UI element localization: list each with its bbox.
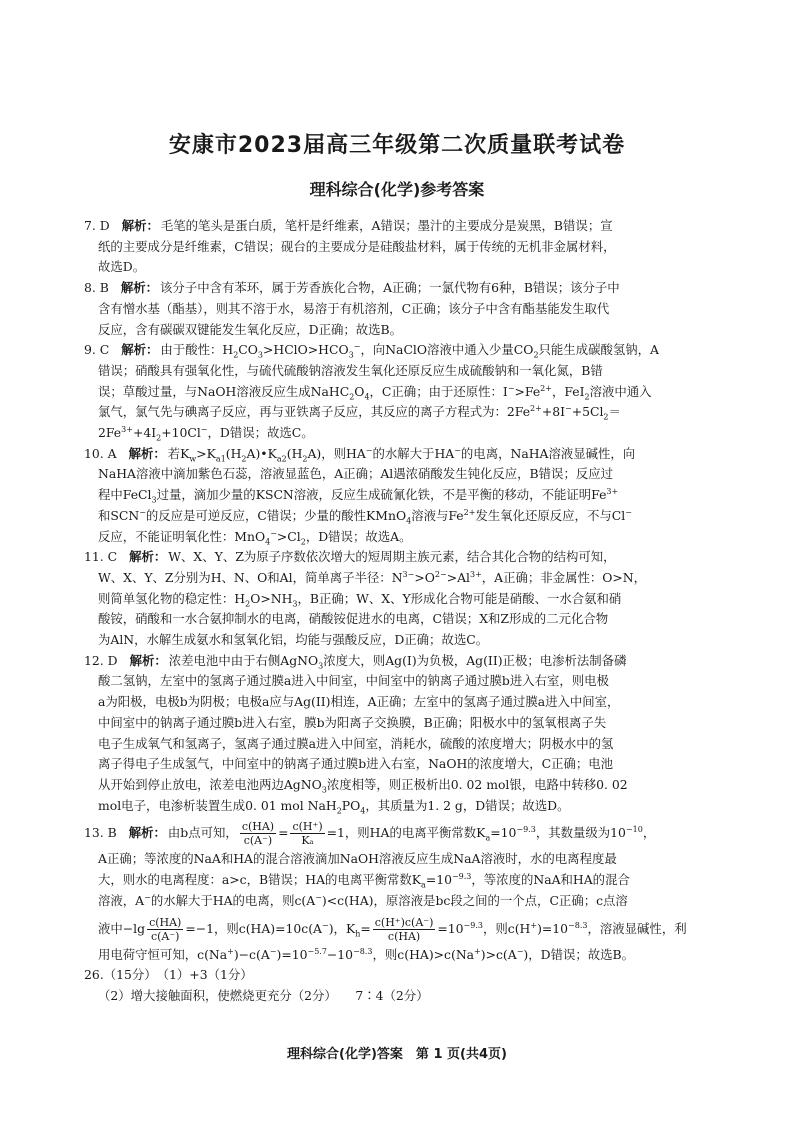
answer-7: 7. D 解析： 毛笔的笔头是蛋白质，笔杆是纤维素，A错误；墨汁的主要成分是炭黑，B错误；宣 纸的主要成分是纤维素，C错误；砚台的主要成分是硅酸盐材料，属于传统的无机非金属材料， 故选D。 (84, 218, 616, 275)
answer-12: 12. D 解析： 浓差电池中由于右侧AgNO$_3$浓度大，则Ag(I)为负极，Ag(II)正极；电渗析法制备磷 酸二氢钠，左室中的氢离子通过膜a进入中间室，中间室中的钠离子通过膜b进入右室，则电极 a为阳极，电极b为阴极；电极a应与Ag(II)相连，A正确；左室中的氢离子通过膜a进入中间室， 中间室中的钠离子通过膜b进入右室，膜b为阳离子交换膜，B正确；阳极水中的氢氧根离子失 电子生成氧气和氢离子，氢离子通过膜a进入中间室，消耗水，硫酸的浓度增大；阴极水中的氢 离子得电子生成氢气，中间室中的钠离子通过膜b进入右室，NaOH的浓度增大，C正确；电池 从开始到停止放电，浓差电池两边AgNO$_3$浓度相等，则正极析出0. 02 mol银，电路中转移0. 02 mol电子，电渗析装置生成0. 01 mol $NaH_2PO_4$，其质量为1. 2 g，D错误；故选D。 (84, 652, 628, 816)
fraction: $\frac{c(HA)}{c(A^-)}$ (149, 915, 182, 943)
answer-10: 10. A 解析： 若$K_w>K_{a1}(H_2A)•K_{a2}(H_2A)$，则HA−的水解大于HA−的电离，NaHA溶液显碱性，向 NaHA溶液中滴加紫色石蕊，溶液显蓝色，A正确；Al遇浓硝酸发生钝化反应，B错误；反应过 程中FeCl$_3$过量，滴加少量的KSCN溶液，反应生成硫氰化铁，不是平衡的移动，不能证明$Fe^{3+}$ 和SCN−的反应是可逆反应，C错误；少量的酸性KMnO$_4$溶液与$Fe^{2+}$发生氧化还原反应，不与Cl− 反应，不能证明氧化性：$MnO_4^->Cl_2$，D错误；故选A。 (84, 445, 636, 547)
answer-26: 26.（15分） （1）+3（1分） （2）增大接触面积，使燃烧更充分（2分） 7∶4（2分） (84, 967, 429, 1003)
page-subtitle: 理科综合(化学)参考答案 (309, 180, 485, 199)
page-footer: 理科综合(化学)答案 第 1 页(共4页) (287, 1047, 507, 1062)
fraction: $\frac{c(H^+)}{\text{Kₐ}}$ (292, 820, 323, 848)
page-title: 安康市2023届高三年级第二次质量联考试卷 (168, 133, 626, 158)
answer-13: 13. B 解析： 由b点可知， $\frac{c(HA)}{c(A^-)}$ = $\frac{c(H^+)}{\text{Kₐ}}$ =1，则HA的电离平衡常数$K_a=10^{-9.3}$，其数量级为$10^{-10}$， A正确；等浓度的NaA和HA的混合溶液滴加NaOH溶液反应生成NaA溶液时，水的电离程度最 大，则水的电离程度：a>c，B错误；HA的电离平衡常数$K_a=10^{-9.3}$，等浓度的NaA和HA的混合 溶液，A−的水解大于HA的电离，则c(A−)<c(HA)，原溶液是bc段之间的一个点，C正确；c点溶 液中−lg $\frac{c(HA)}{c(A^-)}$ =−1，则c(HA)=10c(A−)，$K_h=$ $\frac{c(H^+)c(A^-)}{c(HA)}$ $=10^{-9.3}$，则$c(H^+)=10^{-8.3}$，溶液显碱性，利 用电荷守恒可知，$c(Na^+)-c(A^-)=10^{-5.7}-10^{-8.3}$，则c(HA)>c(Na+)>c(A−)，D错误；故选B。 (84, 820, 687, 962)
answer-11: 11. C 解析： W、X、Y、Z为原子序数依次增大的短周期主族元素，结合其化合物的结构可知， W、X、Y、Z分别为H、N、O和Al，简单离子半径：$N^{3-}>O^{2-}>Al^{3+}$，A正确；非金属性：O>N， 则简单氢化物的稳定性：$H_2O>NH_3$，B正确；W、X、Y形成化合物可能是硝酸、一水合氨和硝 酸铵，硝酸和一水合氨抑制水的电离，硝酸铵促进水的电离，C错误；X和Z形成的二元化合物 为AlN，水解生成氨水和氢氧化铝，均能与强酸反应，D正确；故选C。 (84, 549, 647, 648)
fraction: $\frac{c(H^+)c(A^-)}{c(HA)}$ (374, 915, 434, 943)
answer-body (84, 216, 710, 1007)
answer-8: 8. B 解析： 该分子中含有苯环，属于芳香族化合物，A正确；一氯代物有6种，B错误；该分子中 含有憎水基（酯基），则其不溶于水，易溶于有机溶剂，C正确；该分子中含有酯基能发生取代 反应，含有碳碳双键能发生氧化反应，D正确；故选B。 (84, 280, 620, 337)
fraction: $\frac{c(HA)}{c(A^-)}$ (241, 820, 275, 848)
answer-9: 9. C 解析： 由于酸性：$H_2CO_3>HClO>HCO_3^-$，向NaClO溶液中通入少量$CO_2$只能生成碳酸氢钠，A 错误；硝酸具有强氧化性，与硫代硫酸钠溶液发生氧化还原反应生成硫酸钠和一氧化氮，B错 误；草酸过量，与NaOH溶液反应生成$NaHC_2O_4$，C正确；由于还原性：$I^->Fe^{2+}$，FeI$_2$溶液中通入 氯气，氯气先与碘离子反应，再与亚铁离子反应，其反应的离子方程式为：$2Fe^{2+}+8I^-+5Cl_2=$ $2Fe^{3+}+4I_2+10Cl^-$，D错误；故选C。 (84, 342, 659, 443)
